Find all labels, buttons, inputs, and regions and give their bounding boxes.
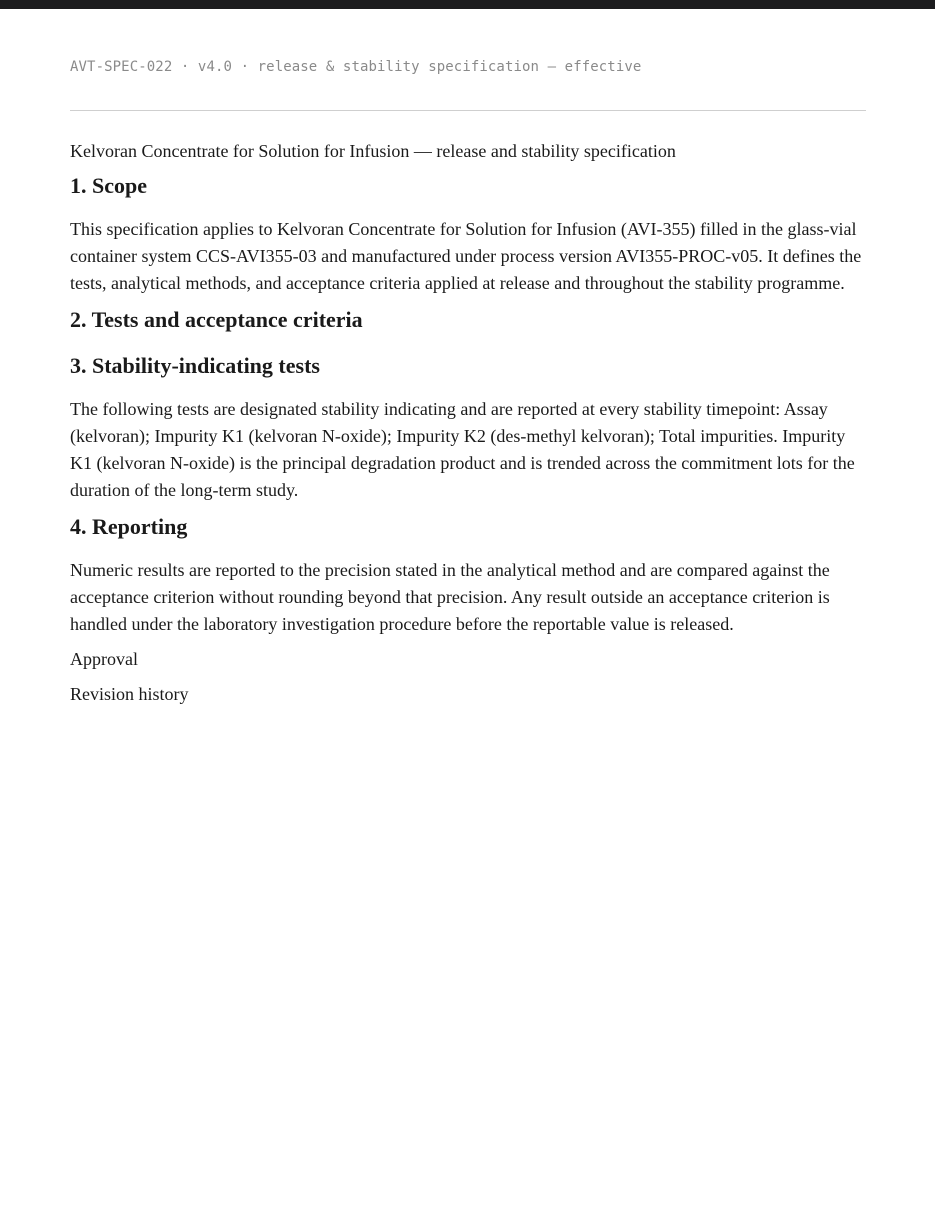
section-heading-tests: 2. Tests and acceptance criteria — [70, 307, 363, 332]
revision-history-label: Revision history — [70, 684, 189, 704]
section-body-reporting: Numeric results are reported to the precision stated in the analytical method and are compared against the acceptance criterion without rounding beyond that precision. Any result outside an acceptance criterion is handled under the laboratory investigation procedure before the reportable value is released. — [70, 560, 830, 634]
approval-label: Approval — [70, 649, 138, 669]
section-body-scope: This specification applies to Kelvoran Concentrate for Solution for Infusion (AVI-355) filled in the glass-vial container system CCS-AVI355-03 and manufactured under process version AVI355-PROC-v05. It defines the tests, analytical methods, and acceptance criteria applied at release and throughout the stability programme. — [70, 219, 862, 293]
section-heading-scope: 1. Scope — [70, 173, 147, 198]
section-heading-stability: 3. Stability-indicating tests — [70, 353, 320, 378]
header-divider — [70, 110, 866, 111]
document-content — [70, 139, 866, 717]
section-body-stability: The following tests are designated stability indicating and are reported at every stability timepoint: Assay (kelvoran); Impurity K1 (kelvoran N-oxide); Impurity K2 (des-methyl kelvoran); Total impurities. Impurity K1 (kelvoran N-oxide) is the principal degradation product and is trended across the commitment lots for the duration of the long-term study. — [70, 399, 855, 500]
document-title: Kelvoran Concentrate for Solution for Infusion — release and stability specification — [70, 141, 676, 161]
section-heading-reporting: 4. Reporting — [70, 514, 188, 539]
top-bar — [0, 0, 935, 9]
document-meta-line: AVT-SPEC-022 · v4.0 · release & stability specification — effective — [70, 59, 642, 75]
